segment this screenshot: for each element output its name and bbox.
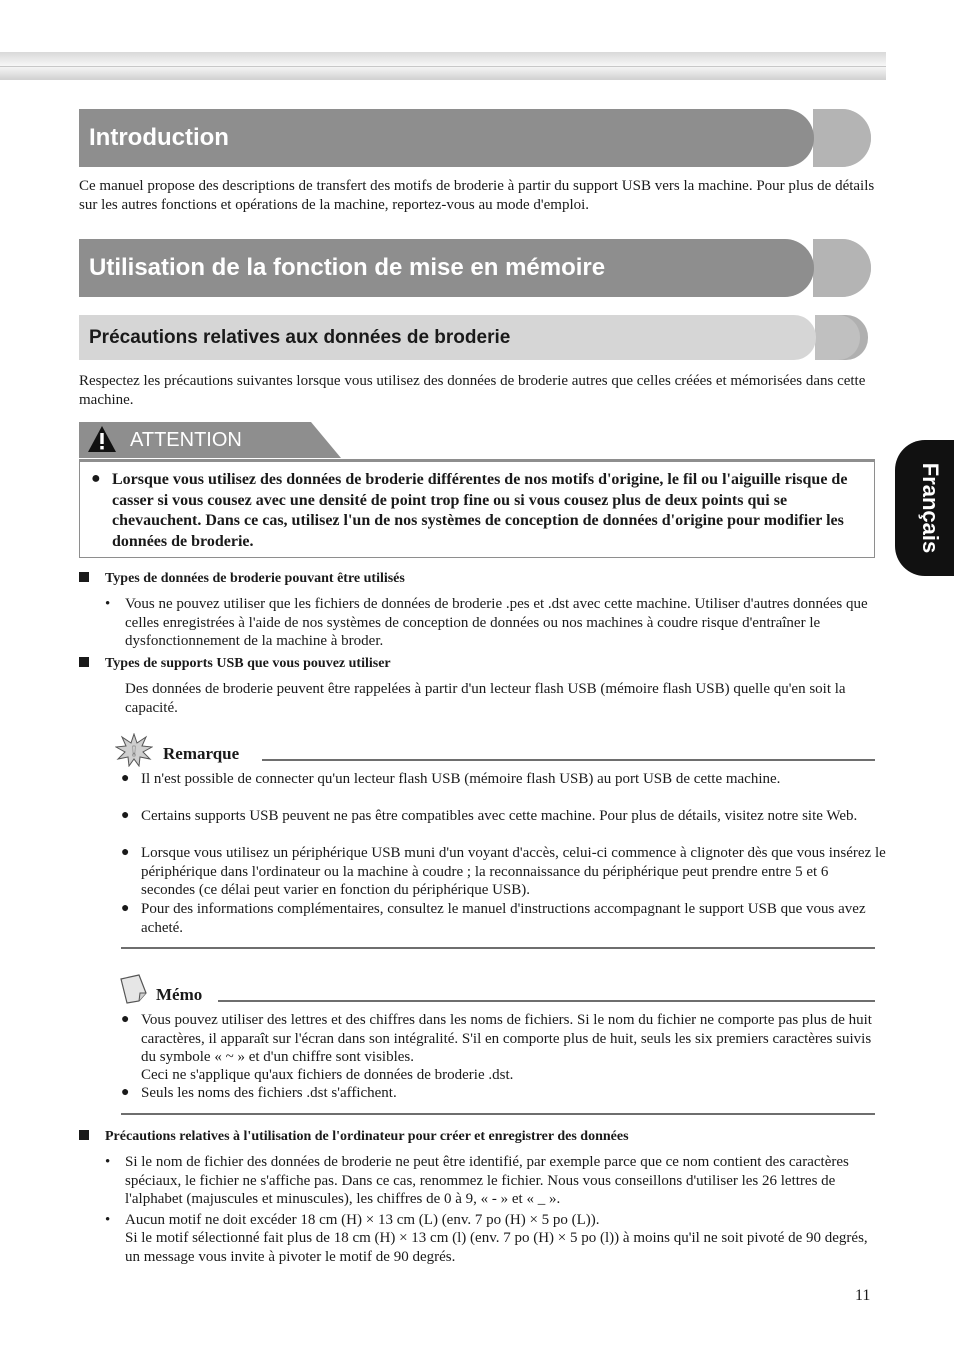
remarque-item-text: Certains supports USB peuvent ne pas être compatibles avec cette machine. Pour plus de détails, visitez notre site Web.: [141, 808, 858, 824]
computer-precautions-heading: [79, 1129, 629, 1145]
list-item: [105, 1153, 875, 1211]
square-bullet-icon: [79, 1130, 89, 1140]
memo-bottom-rule: [121, 1113, 875, 1115]
list-item: [105, 1211, 875, 1231]
memo-item-text: Seuls les noms des fichiers .dst s'affichent.: [141, 1085, 397, 1101]
bullet-icon: ●: [121, 771, 130, 786]
memo-header: [115, 973, 875, 1005]
precautions-banner: [79, 315, 869, 360]
remarque-rule: [262, 759, 875, 761]
usb-types-heading-text: Types de supports USB que vous pouvez utiliser: [105, 656, 391, 671]
bullet-icon: ●: [121, 845, 130, 860]
banner-decoration: [813, 239, 871, 297]
bullet-icon: ●: [121, 1012, 130, 1027]
remarque-bottom-rule: [121, 947, 875, 949]
remarque-item-text: Il n'est possible de connecter qu'un lecteur flash USB (mémoire flash USB) au port USB de cette machine.: [141, 771, 781, 787]
usb-types-body: Des données de broderie peuvent être rappelées à partir d'un lecteur flash USB (mémoire flash USB) quelle qu'en soit la capacité.: [125, 681, 846, 716]
memo-rule: [218, 1000, 875, 1002]
precautions-title: Précautions relatives aux données de broderie: [89, 327, 511, 348]
list-item: [105, 595, 875, 653]
data-types-item: Vous ne pouvez utiliser que les fichiers de données de broderie .pes et .dst avec cette machine. Utiliser d'autres données que celles enregistrées à l'aide de nos systèmes de conception de données ou nos machines à coudre risque d'entraîner le dysfonctionnement de la machine à broder.: [125, 596, 868, 649]
precautions-intro: Respectez les précautions suivantes lorsque vous utilisez des données de broderie autres que celles créées et mémorisées dans cette machine.: [79, 373, 866, 408]
remarque-item-text: Pour des informations complémentaires, consultez le manuel d'instructions accompagnant le support USB que vous avez acheté.: [141, 901, 866, 936]
introduction-body: Ce manuel propose des descriptions de transfert des motifs de broderie à partir du support USB vers la machine. Pour plus de détails sur les autres fonctions et opérations de la machine, reportez-vous au mode d'emploi.: [79, 178, 875, 213]
bullet-icon: ●: [91, 470, 101, 487]
page-number: 11: [855, 1287, 871, 1304]
data-types-heading-text: Types de données de broderie pouvant être utilisés: [105, 571, 405, 586]
attention-label: ATTENTION: [130, 429, 242, 451]
bullet-icon: ●: [121, 1085, 130, 1100]
attention-text: Lorsque vous utilisez des données de broderie différentes de nos motifs d'origine, le fil ou l'aiguille risque de casser si vous cousez avec une densité de point trop fine ou si vous cousez plus de deux points qui se chevauchent. Dans ce cas, utilisez l'un de nos systèmes de conception de données d'origine pour modifier les données de broderie.: [112, 471, 848, 550]
computer-precautions-item: Aucun motif ne doit excéder 18 cm (H) × 13 cm (L) (env. 7 po (H) × 5 po (L)).: [125, 1212, 600, 1228]
banner-decoration: [813, 109, 871, 167]
memory-section-banner: [79, 239, 871, 297]
attention-box: [79, 459, 875, 558]
note-burst-icon: [115, 733, 153, 767]
language-tab-label: Français: [918, 462, 943, 554]
remarque-header: [115, 733, 875, 765]
usb-types-heading: [79, 656, 391, 672]
bullet-icon: •: [105, 596, 111, 612]
attention-tab: [79, 422, 341, 458]
svg-text:!: !: [131, 743, 137, 760]
bullet-icon: •: [105, 1212, 111, 1228]
memo-label: Mémo: [156, 985, 203, 1004]
computer-precautions-item-extra: Si le motif sélectionné fait plus de 18 cm (H) × 13 cm (l) (env. 7 po (H) × 5 po (l)) à moins qu'il ne soit pivoté de 90 degrés, un message vous invite à pivoter le motif de 90 degrés.: [125, 1230, 868, 1265]
memo-item-text: Vous pouvez utiliser des lettres et des chiffres dans les noms de fichiers. Si le nom du fichier ne comporte pas plus de huit caractères, il apparaît sur l'écran dans son intégralité. S'il en comporte plus de huit, seuls les six premiers caractères suivis du symbole « ~ » et d'un chiffre sont visibles.: [141, 1012, 872, 1065]
remarque-item-text: Lorsque vous utilisez un périphérique USB muni d'un voyant d'accès, celui-ci commence à clignoter dès que vous insérez le périphérique dans l'ordinateur ou la machine à coudre ; la reconnaissance du périphérique peut prendre entre 5 et 6 secondes (ce délai peut varier en fonction du périphérique USB).: [141, 845, 886, 898]
computer-precautions-heading-text: Précautions relatives à l'utilisation de l'ordinateur pour créer et enregistrer des données: [105, 1129, 629, 1144]
bullet-icon: ●: [121, 901, 130, 916]
banner-decoration: [815, 315, 860, 360]
memo-item-extra-text: Ceci ne s'applique qu'aux fichiers de données de broderie .dst.: [141, 1067, 514, 1083]
computer-precautions-item: Si le nom de fichier des données de broderie ne peut être identifié, par exemple parce que ce nom contient des caractères spéciaux, le fichier ne s'affiche pas. Dans ce cas, renommez le fichier. Nous vous conseillons d'utiliser les 26 lettres de l'alphabet (majuscules et minuscules), les chiffres de 0 à 9, « - » et « _ ».: [125, 1154, 849, 1207]
warning-triangle-icon: [87, 425, 117, 453]
memo-note-icon: [115, 973, 149, 1005]
memory-section-title: Utilisation de la fonction de mise en mémoire: [89, 254, 606, 281]
square-bullet-icon: [79, 657, 89, 667]
data-types-heading: [79, 571, 405, 587]
header-rule: [0, 66, 886, 67]
bullet-icon: •: [105, 1154, 111, 1170]
remarque-label: Remarque: [163, 744, 240, 763]
introduction-title: Introduction: [89, 124, 229, 151]
introduction-banner: [79, 109, 871, 167]
language-side-tab: [895, 440, 954, 576]
square-bullet-icon: [79, 572, 89, 582]
bullet-icon: ●: [121, 808, 130, 823]
